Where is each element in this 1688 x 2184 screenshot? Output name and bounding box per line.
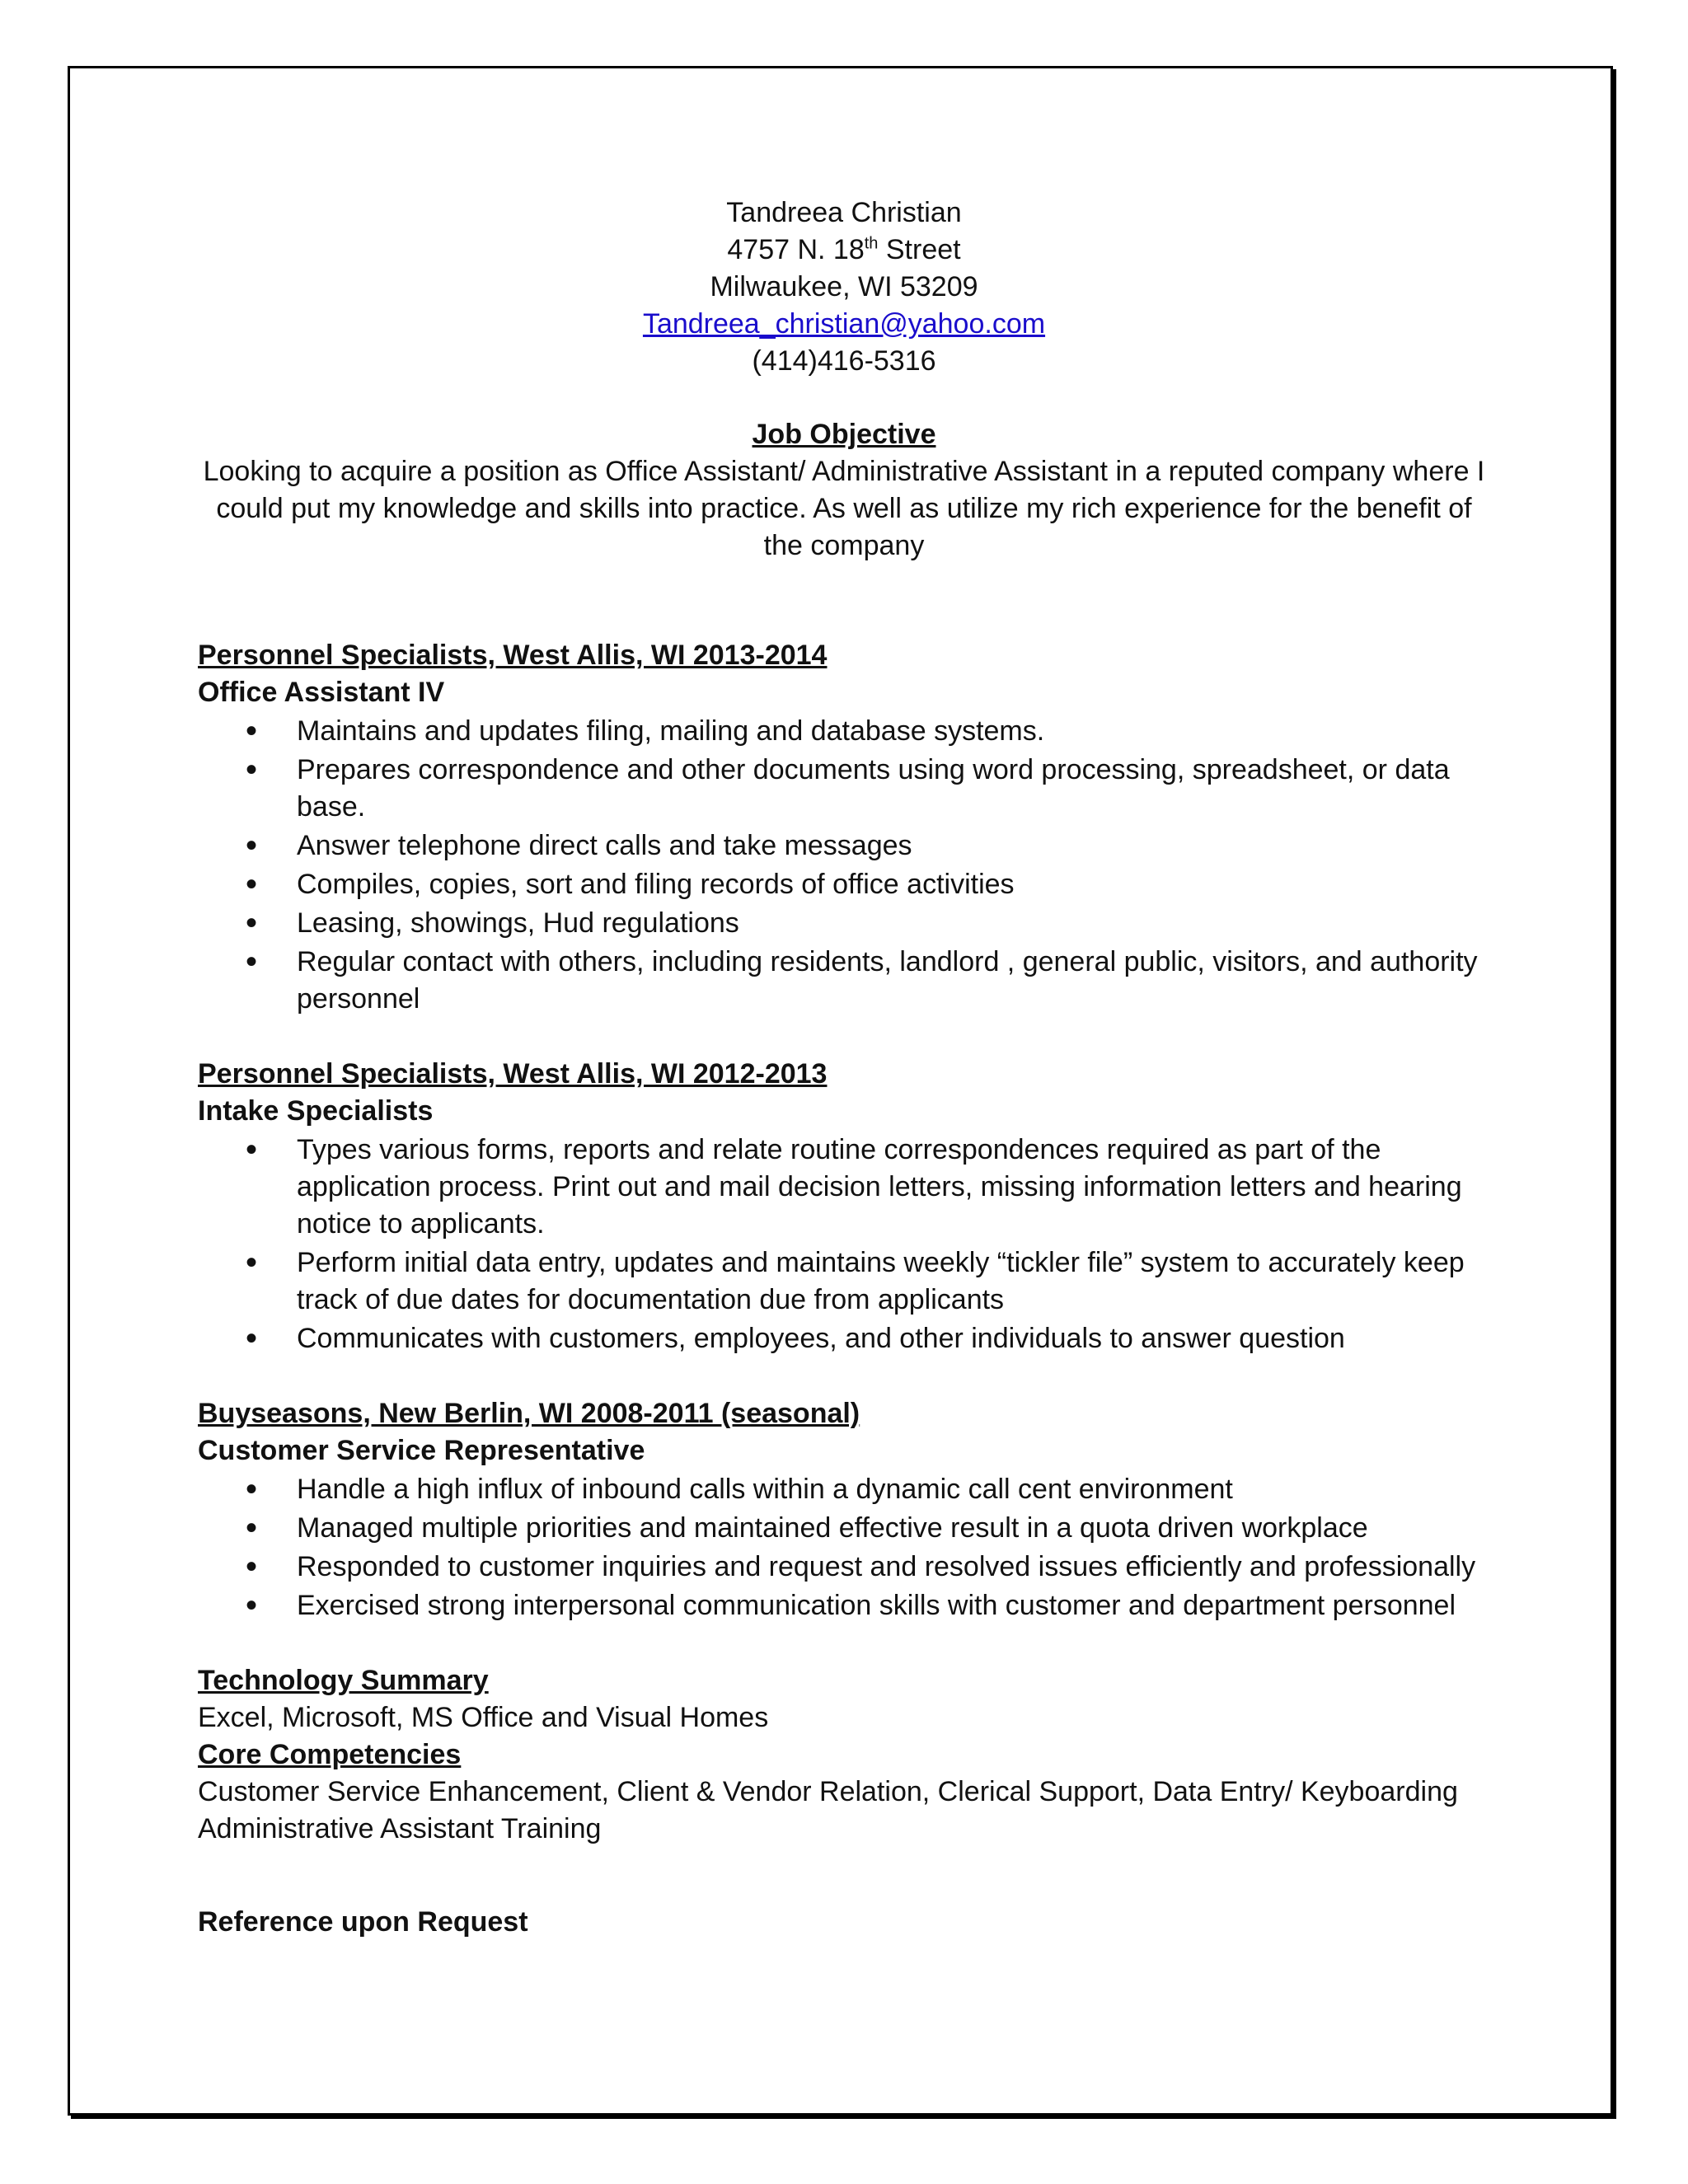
list-item: • Responded to customer inquiries and request and resolved issues efficiently and professionally (198, 1549, 1490, 1586)
competencies-text-continued: Administrative Assistant Training (198, 1813, 602, 1844)
list-item: • Managed multiple priorities and maintained effective result in a quota driven workplace (198, 1510, 1490, 1547)
competencies-title: Core Competencies (198, 1739, 462, 1770)
job-role: Customer Service Representative (198, 1435, 645, 1466)
technology-title: Technology Summary (198, 1665, 489, 1696)
job-duties-list (198, 1471, 1490, 1624)
reference-note: Reference upon Request (198, 1906, 528, 1938)
resume-content (198, 194, 1490, 1941)
job-role: Intake Specialists (198, 1095, 434, 1127)
job-entry (198, 1056, 1490, 1357)
job-duties-list (198, 713, 1490, 1018)
objective-title: Job Objective (752, 419, 936, 450)
list-item: • Types various forms, reports and relate routine correspondences required as part of the application process. Print out and mail decision letters, missing information letters and hearing notice to applicants. (198, 1132, 1490, 1243)
job-duties-list (198, 1132, 1490, 1357)
list-item: • Leasing, showings, Hud regulations (198, 905, 1490, 942)
list-item: • Compiles, copies, sort and filing records of office activities (198, 866, 1490, 903)
list-item: • Prepares correspondence and other documents using word processing, spreadsheet, or data base. (198, 752, 1490, 826)
contact-header (198, 194, 1490, 380)
job-heading: Personnel Specialists, West Allis, WI 2012-2013 (198, 1058, 828, 1090)
applicant-name: Tandreea Christian (726, 197, 962, 228)
technology-text: Excel, Microsoft, MS Office and Visual Homes (198, 1702, 769, 1733)
list-item: • Handle a high influx of inbound calls within a dynamic call cent environment (198, 1471, 1490, 1508)
street-ordinal: th (864, 234, 879, 253)
city-state-zip: Milwaukee, WI 53209 (710, 271, 978, 302)
job-entry (198, 637, 1490, 1018)
job-heading: Buyseasons, New Berlin, WI 2008-2011 (seasonal) (198, 1398, 860, 1429)
job-heading: Personnel Specialists, West Allis, WI 2013-2014 (198, 640, 828, 671)
competencies-text: Customer Service Enhancement, Client & Vendor Relation, Clerical Support, Data Entry/ Keyboarding (198, 1776, 1458, 1807)
objective-text: Looking to acquire a position as Office Assistant/ Administrative Assistant in a reputed company where I could put my knowledge and skills into practice. As well as utilize my rich experience for the benefit of the company (203, 456, 1485, 561)
list-item: • Maintains and updates filing, mailing and database systems. (198, 713, 1490, 750)
job-role: Office Assistant IV (198, 677, 445, 708)
list-item: • Perform initial data entry, updates and maintains weekly “tickler file” system to accurately keep track of due dates for documentation due from applicants (198, 1244, 1490, 1319)
job-entry (198, 1395, 1490, 1624)
email-link[interactable]: Tandreea_christian@yahoo.com (642, 308, 1046, 340)
list-item: • Regular contact with others, including residents, landlord , general public, visitors, and authority personnel (198, 944, 1490, 1018)
phone-number: (414)416-5316 (752, 345, 936, 377)
street-number: 4757 N. 18 (727, 234, 865, 265)
list-item: • Exercised strong interpersonal communication skills with customer and department personnel (198, 1587, 1490, 1624)
list-item: • Communicates with customers, employees, and other individuals to answer question (198, 1320, 1490, 1357)
street-address (198, 232, 1490, 269)
street-suffix: Street (878, 234, 961, 265)
list-item: • Answer telephone direct calls and take messages (198, 827, 1490, 865)
